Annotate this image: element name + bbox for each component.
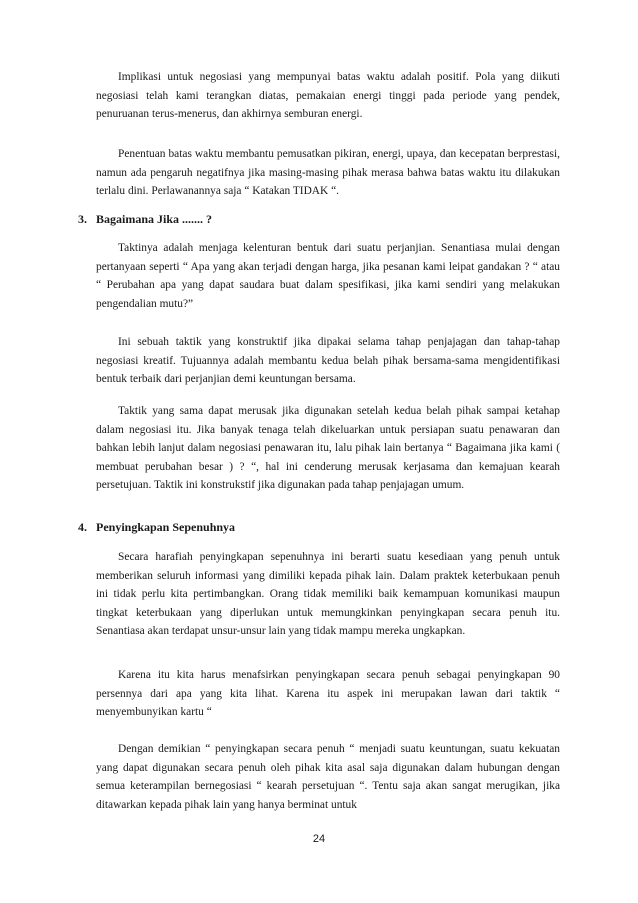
section-4-paragraph-2: Karena itu kita harus menafsirkan penyingkapan secara penuh sebagai penyingkapan 90 persennya dari apa yang kita lihat. Karena itu aspek ini merupakan lawan dari taktik “ menyembunyikan kartu “ — [96, 669, 560, 718]
section-4-heading — [78, 518, 235, 536]
section-4-number: 4. — [78, 520, 87, 534]
paragraph-intro-2: Penentuan batas waktu membantu pemusatkan pikiran, energi, upaya, dan kecepatan berprestasi, namun ada pengaruh negatifnya jika masing-masing pihak merasa bahwa batas waktu itu dilakukan terlalu dini. Perlawanannya saja “ Katakan TIDAK “. — [96, 148, 560, 197]
section-3-paragraph-2: Ini sebuah taktik yang konstruktif jika dipakai selama tahap penjajagan dan tahap-tahap negosiasi kreatif. Tujuannya adalah membantu kedua belah pihak bersama-sama mengidentifikasi bentuk terbaik dari perjanjian demi keuntungan bersama. — [96, 336, 560, 385]
section-3-paragraph-1: Taktinya adalah menjaga kelenturan bentuk dari suatu perjanjian. Senantiasa mulai dengan pertanyaan seperti “ Apa yang akan terjadi dengan harga, jika pesanan kami leipat gandakan ? “ atau “ Perubahan apa yang dapat saudara buat dalam spesifikasi, jika kami sendiri yang melakukan pengendalian mutu?” — [96, 242, 560, 310]
section-4-paragraph-3: Dengan demikian “ penyingkapan secara penuh “ menjadi suatu keuntungan, suatu kekuatan yang dapat digunakan secara penuh oleh pihak kita asal saja digunakan dalam hubungan dengan semua keterampilan bernegosiasi “ kearah persetujuan “. Tentu saja akan sangat merugikan, jika ditawarkan kepada pihak lain yang hanya berminat untuk — [96, 743, 560, 811]
paragraph-intro-1: Implikasi untuk negosiasi yang mempunyai batas waktu adalah positif. Pola yang diikuti negosiasi telah kami terangkan diatas, pemakaian energi tinggi pada periode yang pendek, penuruanan terus-menerus, dan akhirnya semburan energi. — [96, 71, 560, 120]
page-number: 24 — [312, 833, 326, 845]
section-3-paragraph-3: Taktik yang sama dapat merusak jika digunakan setelah kedua belah pihak sampai ketahap dalam negosiasi itu. Jika banyak tenaga telah dikeluarkan untuk persiapan suatu penawaran dan bahkan lebih lanjut dalam negosiasi penawaran itu, lalu pihak lain bertanya “ Bagaimana jika kami ( membuat perubahan besar ) ? “, hal ini cenderung merusak kerjasama dan kemajuan kearah persetujuan. Taktik ini konstrukstif jika digunakan pada tahap penjajagan umum. — [96, 405, 560, 491]
section-4-title: Penyingkapan Sepenuhnya — [96, 520, 236, 534]
section-3-heading — [78, 210, 212, 228]
section-3-number: 3. — [78, 212, 87, 226]
section-3-title: Bagaimana Jika ....... ? — [96, 212, 213, 226]
section-4-paragraph-1: Secara harafiah penyingkapan sepenuhnya ini berarti suatu kesediaan yang penuh untuk memberikan seluruh informasi yang dimiliki kepada pihak lain. Dalam praktek keterbukaan penuh ini tidak perlu kita pertimbangkan. Orang tidak memiliki baik kemampuan komunikasi maupun tingkat keterbukaan yang diperlukan untuk memungkinkan penyingkapan secara penuh itu. Senantiasa akan terdapat unsur-unsur lain yang tidak mampu mereka ungkapkan. — [96, 551, 560, 637]
